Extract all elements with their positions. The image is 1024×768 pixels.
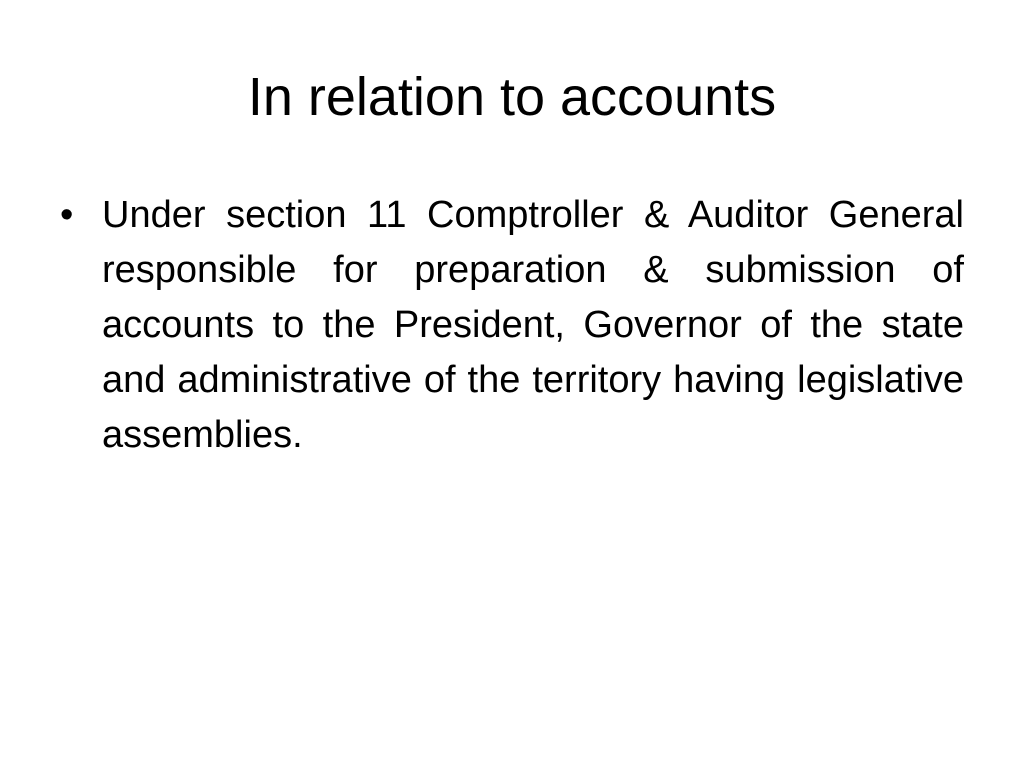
bullet-dot-icon: • (60, 194, 74, 236)
bullet-list (58, 188, 964, 463)
slide-title: In relation to accounts (247, 67, 777, 127)
bullet-text: Under section 11 Comptroller & Auditor General responsible for preparation & submission of accounts to the President, Governor of the state and administrative of the territory having legislative assemblies. (102, 194, 964, 456)
bullet-item (58, 188, 964, 463)
